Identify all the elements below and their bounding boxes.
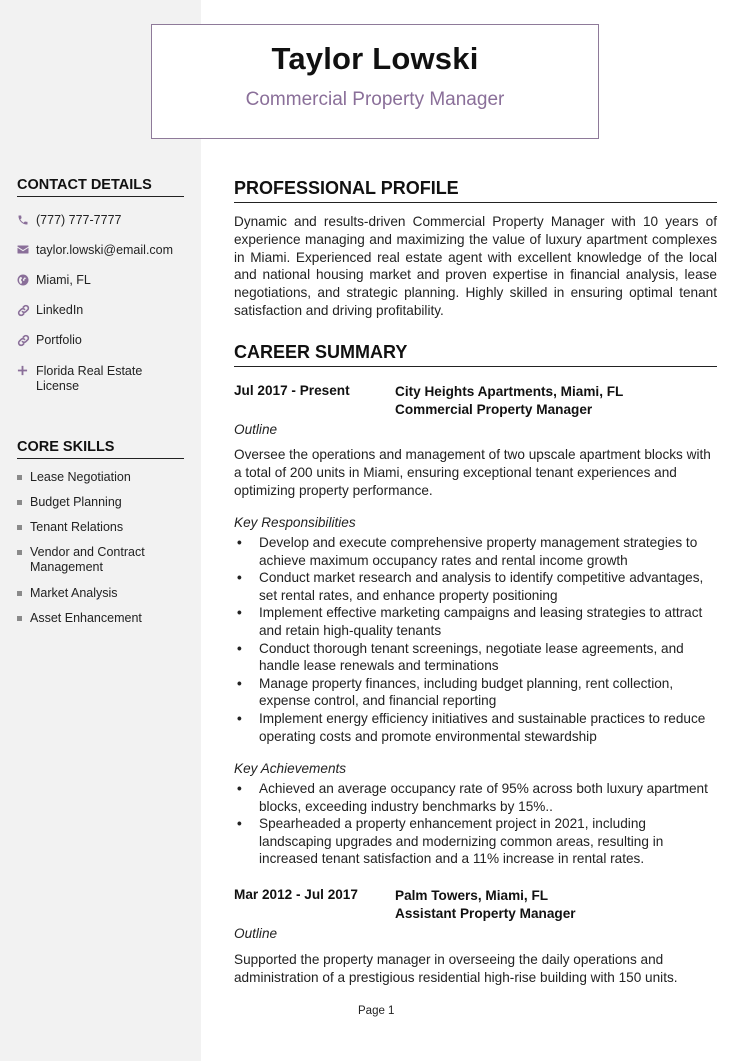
bullet-square-icon (17, 591, 22, 596)
skill-item (17, 611, 192, 626)
bullet-square-icon (17, 475, 22, 480)
list-item: • Achieved an average occupancy rate of 95% across both luxury apartment blocks, exceeding industry benchmarks by 15%.. (234, 780, 717, 815)
job-role: Commercial Property Manager (395, 402, 593, 417)
list-item: • Implement energy efficiency initiatives and sustainable practices to reduce operating costs and promote environmental stewardship (234, 710, 717, 745)
email-text[interactable]: taylor.lowski@email.com (36, 243, 174, 257)
skill-label: Vendor and Contract Management (30, 545, 145, 574)
phone-text[interactable]: (777) 777-7777 (36, 213, 122, 227)
list-item: • Conduct thorough tenant screenings, negotiate lease agreements, and handle lease renewals and terminations (234, 640, 717, 675)
job-dates: Mar 2012 - Jul 2017 (234, 887, 358, 902)
globe-icon (17, 273, 36, 286)
job-outline: Oversee the operations and management of two upscale apartment blocks with a total of 200 units in Miami, ensuring exceptional tenant experiences and optimizing property performance. (234, 447, 711, 498)
skill-label: Market Analysis (30, 586, 118, 600)
skill-label: Budget Planning (30, 495, 122, 509)
contact-linkedin (17, 303, 192, 318)
responsibilities-list (234, 534, 717, 745)
list-item: • Manage property finances, including budget planning, rent collection, expense control, and financial reporting (234, 675, 717, 710)
skill-item (17, 470, 192, 485)
location-text: Miami, FL (36, 273, 91, 287)
core-skills-heading: CORE SKILLS (17, 439, 184, 459)
link-icon (17, 333, 36, 347)
job-outline: Supported the property manager in overseeing the daily operations and administration of a prestigious residential high-rise building with 150 units. (234, 952, 678, 985)
resume-header (151, 24, 599, 139)
achievements-list (234, 780, 717, 868)
outline-label: Outline (234, 926, 278, 941)
list-item: • Spearheaded a property enhancement project in 2021, including landscaping upgrades and modernizing common areas, resulting in increased tenant satisfaction and a 11% increase in rental rates. (234, 815, 717, 868)
responsibilities-label: Key Responsibilities (234, 515, 356, 530)
contact-details-heading: CONTACT DETAILS (17, 177, 184, 197)
job-employer (395, 887, 576, 923)
link-icon (17, 303, 36, 317)
job-dates: Jul 2017 - Present (234, 383, 350, 398)
contact-portfolio (17, 333, 192, 348)
contact-license (17, 364, 167, 394)
job-company: City Heights Apartments, Miami, FL (395, 384, 624, 399)
job-company: Palm Towers, Miami, FL (395, 888, 549, 903)
contact-location (17, 273, 192, 288)
skill-item (17, 586, 192, 601)
skill-label: Tenant Relations (30, 520, 124, 534)
contact-email (17, 243, 192, 258)
bullet-square-icon (17, 525, 22, 530)
candidate-title: Commercial Property Manager (245, 89, 505, 110)
career-summary-heading: CAREER SUMMARY (234, 342, 717, 367)
professional-profile-heading: PROFESSIONAL PROFILE (234, 178, 717, 203)
license-text: Florida Real Estate License (36, 364, 143, 393)
list-item: • Implement effective marketing campaigns and leasing strategies to attract and retain high-quality tenants (234, 604, 717, 639)
bullet-square-icon (17, 500, 22, 505)
envelope-icon (17, 243, 36, 255)
candidate-name: Taylor Lowski (271, 41, 479, 76)
skill-label: Lease Negotiation (30, 470, 131, 484)
skill-item (17, 545, 157, 575)
profile-summary: Dynamic and results-driven Commercial Property Manager with 10 years of experience managing and maximizing the value of luxury apartment complexes in Miami. Experienced real estate agent with excellent knowledge of the local and national housing market and proven expertise in financial analysis, lease negotiations, and strategic planning. Highly skilled in ensuring optimal tenant satisfaction and driving profitability. (234, 214, 717, 318)
linkedin-link[interactable]: LinkedIn (36, 303, 84, 317)
contact-phone (17, 213, 192, 228)
skill-item (17, 495, 192, 510)
page-number: Page 1 (358, 1005, 395, 1017)
job-role: Assistant Property Manager (395, 906, 576, 921)
skill-label: Asset Enhancement (30, 611, 142, 625)
list-item: • Develop and execute comprehensive property management strategies to achieve maximum occupancy rates and rental income growth (234, 534, 717, 569)
outline-label: Outline (234, 422, 278, 437)
phone-icon (17, 213, 36, 226)
list-item: • Conduct market research and analysis to identify competitive advantages, set rental rates, and enhance property positioning (234, 569, 717, 604)
bullet-square-icon (17, 616, 22, 621)
plus-icon (17, 364, 36, 376)
skill-item (17, 520, 192, 535)
achievements-label: Key Achievements (234, 761, 347, 776)
bullet-square-icon (17, 550, 22, 555)
job-employer (395, 383, 623, 419)
portfolio-link[interactable]: Portfolio (36, 333, 82, 347)
